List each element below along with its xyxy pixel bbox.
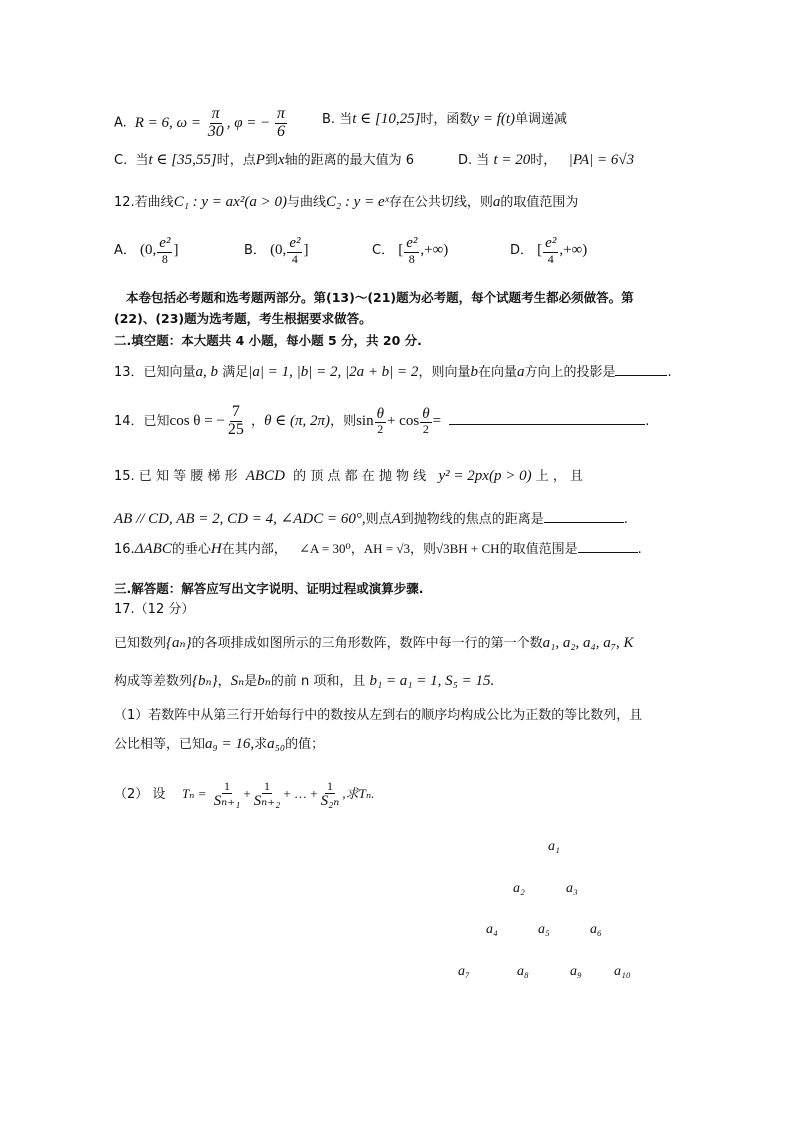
array-entry: a₁ — [548, 839, 560, 854]
q14-answer-blank[interactable] — [449, 424, 645, 425]
q17-heading: 17.（12 分） — [114, 602, 195, 617]
q16-answer-blank[interactable] — [578, 552, 638, 553]
q12-stem: 12.若曲线C₁ : y = ax²(a > 0)与曲线C₂ : y = eˣ存在公共切线，则a的取值范围为 — [114, 194, 579, 210]
array-entry: a₁₀ — [614, 964, 631, 979]
notice-line-1: 本卷包括必考题和选考题两部分。第(13)～(21)题为必考题，每个试题考生都必须做答。第 — [126, 290, 634, 305]
q17-part-1-line-2: 公比相等，已知a₉ = 16,求a₅₀的值； — [114, 736, 325, 752]
q17-paragraph-2: 构成等差数列{bₙ}，Sₙ是bₙ的前 n 项和，且 b₁ = a₁ = 1, S₅ = 15. — [114, 673, 495, 689]
q12-option-a: A． (0, $\frac{\text{e²}}{8}$ ] — [114, 235, 179, 266]
q17-paragraph-1: 已知数列{aₙ}的各项排成如图所示的三角形数阵，数阵中每一行的第一个数a₁, a₂, a₄, a₇, K — [114, 635, 634, 651]
array-entry: a₇ — [458, 964, 470, 979]
section-3-title: 三.解答题：解答应写出文字说明、证明过程或演算步骤. — [114, 581, 424, 596]
array-entry: a₄ — [486, 922, 498, 937]
q15-answer-blank[interactable] — [544, 522, 624, 523]
array-entry: a₉ — [570, 964, 582, 979]
array-entry: a₈ — [517, 964, 529, 979]
q11-option-a: A. R = 6, ω = $\frac{\pi}{30}$ , φ = − $\frac{\pi}{6}$ — [114, 106, 288, 141]
q16: 16.ΔABC的垂心H在其内部， ∠A = 30⁰，AH = √3，则√3BH + CH的取值范围是 . — [114, 541, 642, 557]
q12-option-b: B． (0, $\frac{\text{e²}}{4}$ ] — [244, 235, 309, 266]
q11-a-formula: R = 6, ω = $\frac{\pi}{30}$ , φ = − $\frac{\pi}{6}$ — [130, 105, 285, 140]
array-entry: a₂ — [513, 881, 525, 896]
notice-line-2: (22)、(23)题为选考题，考生根据要求做答。 — [114, 311, 372, 326]
section-2-title: 二.填空题：本大题共 4 小题，每小题 5 分，共 20 分. — [114, 333, 422, 348]
q11-option-c: C. 当t ∈ [35,55]时，点P到x轴的距离的最大值为 6 — [114, 152, 414, 168]
q12-option-d: D． [ $\frac{\text{e²}}{4}$ ,+∞) — [510, 235, 588, 266]
q13-answer-blank[interactable] — [615, 375, 667, 376]
array-entry: a₅ — [538, 922, 550, 937]
q11-option-d: D. 当 t = 20时， |PA| = 6√3 — [458, 152, 635, 168]
array-entry: a₆ — [590, 922, 602, 937]
q15-line-1: 15. 已 知 等 腰 梯 形 ABCD 的 顶 点 都 在 抛 物 线 y² = 2px(p > 0) 上 ， 且 — [114, 468, 583, 484]
q12-option-c: C． [ $\frac{\text{e²}}{8}$ ,+∞) — [372, 235, 449, 266]
array-entry: a₃ — [566, 881, 578, 896]
q15-line-2: AB // CD, AB = 2, CD = 4, ∠ADC = 60°,则点A到抛物线的焦点的距离是 . — [114, 511, 628, 527]
q17-part-1-line-1: （1）若数阵中从第三行开始每行中的数按从左到右的顺序均构成公比为正数的等比数列，且 — [114, 708, 643, 723]
q13: 13．已知向量a, b 满足|a| = 1, |b| = 2, |2a + b| = 2，则向量b在向量a方向上的投影是 . — [114, 364, 672, 380]
q14: 14．已知cos θ = − $\frac{7}{25}$ ，θ ∈ (π, 2π)，则sin $\frac{\theta}{2}$ + cos $\frac{\theta}{2}$ = . — [114, 403, 650, 438]
q11-option-b: B. 当t ∈ [10,25]时，函数y = f(t)单调递减 — [322, 111, 568, 127]
q17-part-2: （2） 设 Tₙ = $\frac{1}{\text{Sₙ₊₁}}$ + $\frac{1}{\text{Sₙ₊₂}}$ + … + $\frac{1}{\text{S₂ₙ}}$ ,求Tₙ. — [114, 779, 375, 809]
